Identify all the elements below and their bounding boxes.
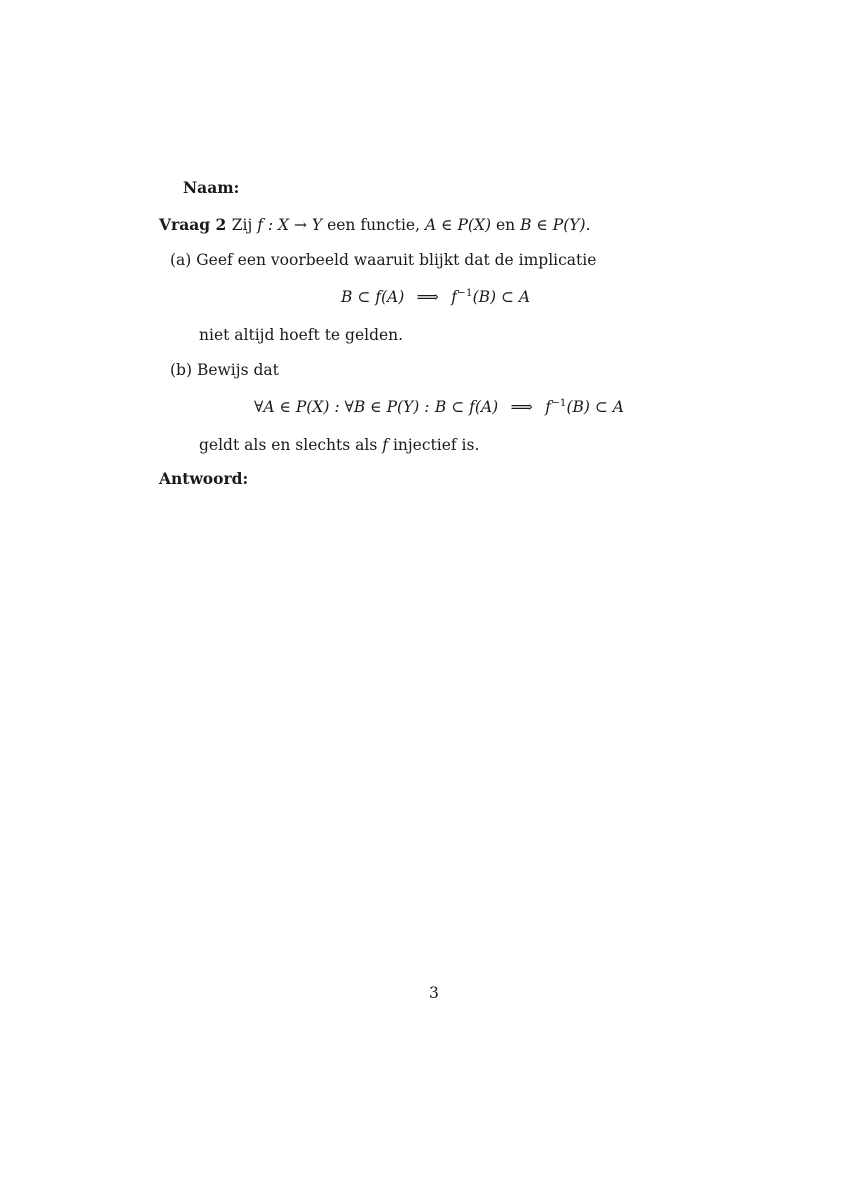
question-intro-end: . [585, 216, 591, 234]
function-map: f : X → Y [257, 216, 323, 234]
answer-label: Antwoord: [159, 469, 249, 488]
implies-symbol: ⟹ [510, 398, 533, 416]
set-b-membership: B ∈ P(Y) [520, 216, 586, 234]
part-b-line [170, 363, 279, 379]
part-a-line [170, 253, 596, 269]
question-label: Vraag 2 [159, 215, 227, 234]
part-b-after-line [199, 438, 479, 454]
part-a-formula [341, 287, 531, 306]
part-b-formula [254, 397, 625, 416]
part-a-formula-f: f [451, 288, 458, 306]
part-b-after-text-1: geldt als en slechts als [199, 436, 378, 454]
part-b-formula-right: (B) ⊂ A [566, 398, 625, 416]
part-b-marker: (b) [170, 361, 193, 379]
implies-symbol: ⟹ [416, 288, 439, 306]
part-b-after-f: f [382, 436, 388, 454]
question-intro-text: Zij [231, 216, 253, 234]
part-a-marker: (a) [170, 251, 192, 269]
part-b-text: Bewijs dat [196, 361, 279, 379]
part-b-formula-mid: B ⊂ f(A) [434, 398, 499, 416]
part-a-after-text: niet altijd hoeft te gelden. [199, 326, 404, 344]
part-a-formula-exponent: −1 [457, 287, 473, 300]
question-intro-text-3: en [495, 216, 516, 234]
part-b-formula-exponent: −1 [550, 397, 567, 410]
name-label: Naam: [183, 178, 240, 197]
set-a-membership: A ∈ P(X) [424, 216, 492, 234]
page-number: 3 [429, 984, 439, 1002]
question-intro-text-2: een functie, [327, 216, 421, 234]
part-a-formula-left: B ⊂ f(A) [341, 288, 405, 306]
part-b-after-text-2: injectief is. [392, 436, 480, 454]
part-a-formula-right: (B) ⊂ A [472, 288, 531, 306]
question-line [159, 217, 591, 234]
part-a-text: Geef een voorbeeld waaruit blijkt dat de implicatie [196, 251, 597, 269]
part-b-formula-left: ∀A ∈ P(X) : ∀B ∈ P(Y) : [254, 398, 430, 416]
part-b-formula-f: f [545, 398, 551, 416]
